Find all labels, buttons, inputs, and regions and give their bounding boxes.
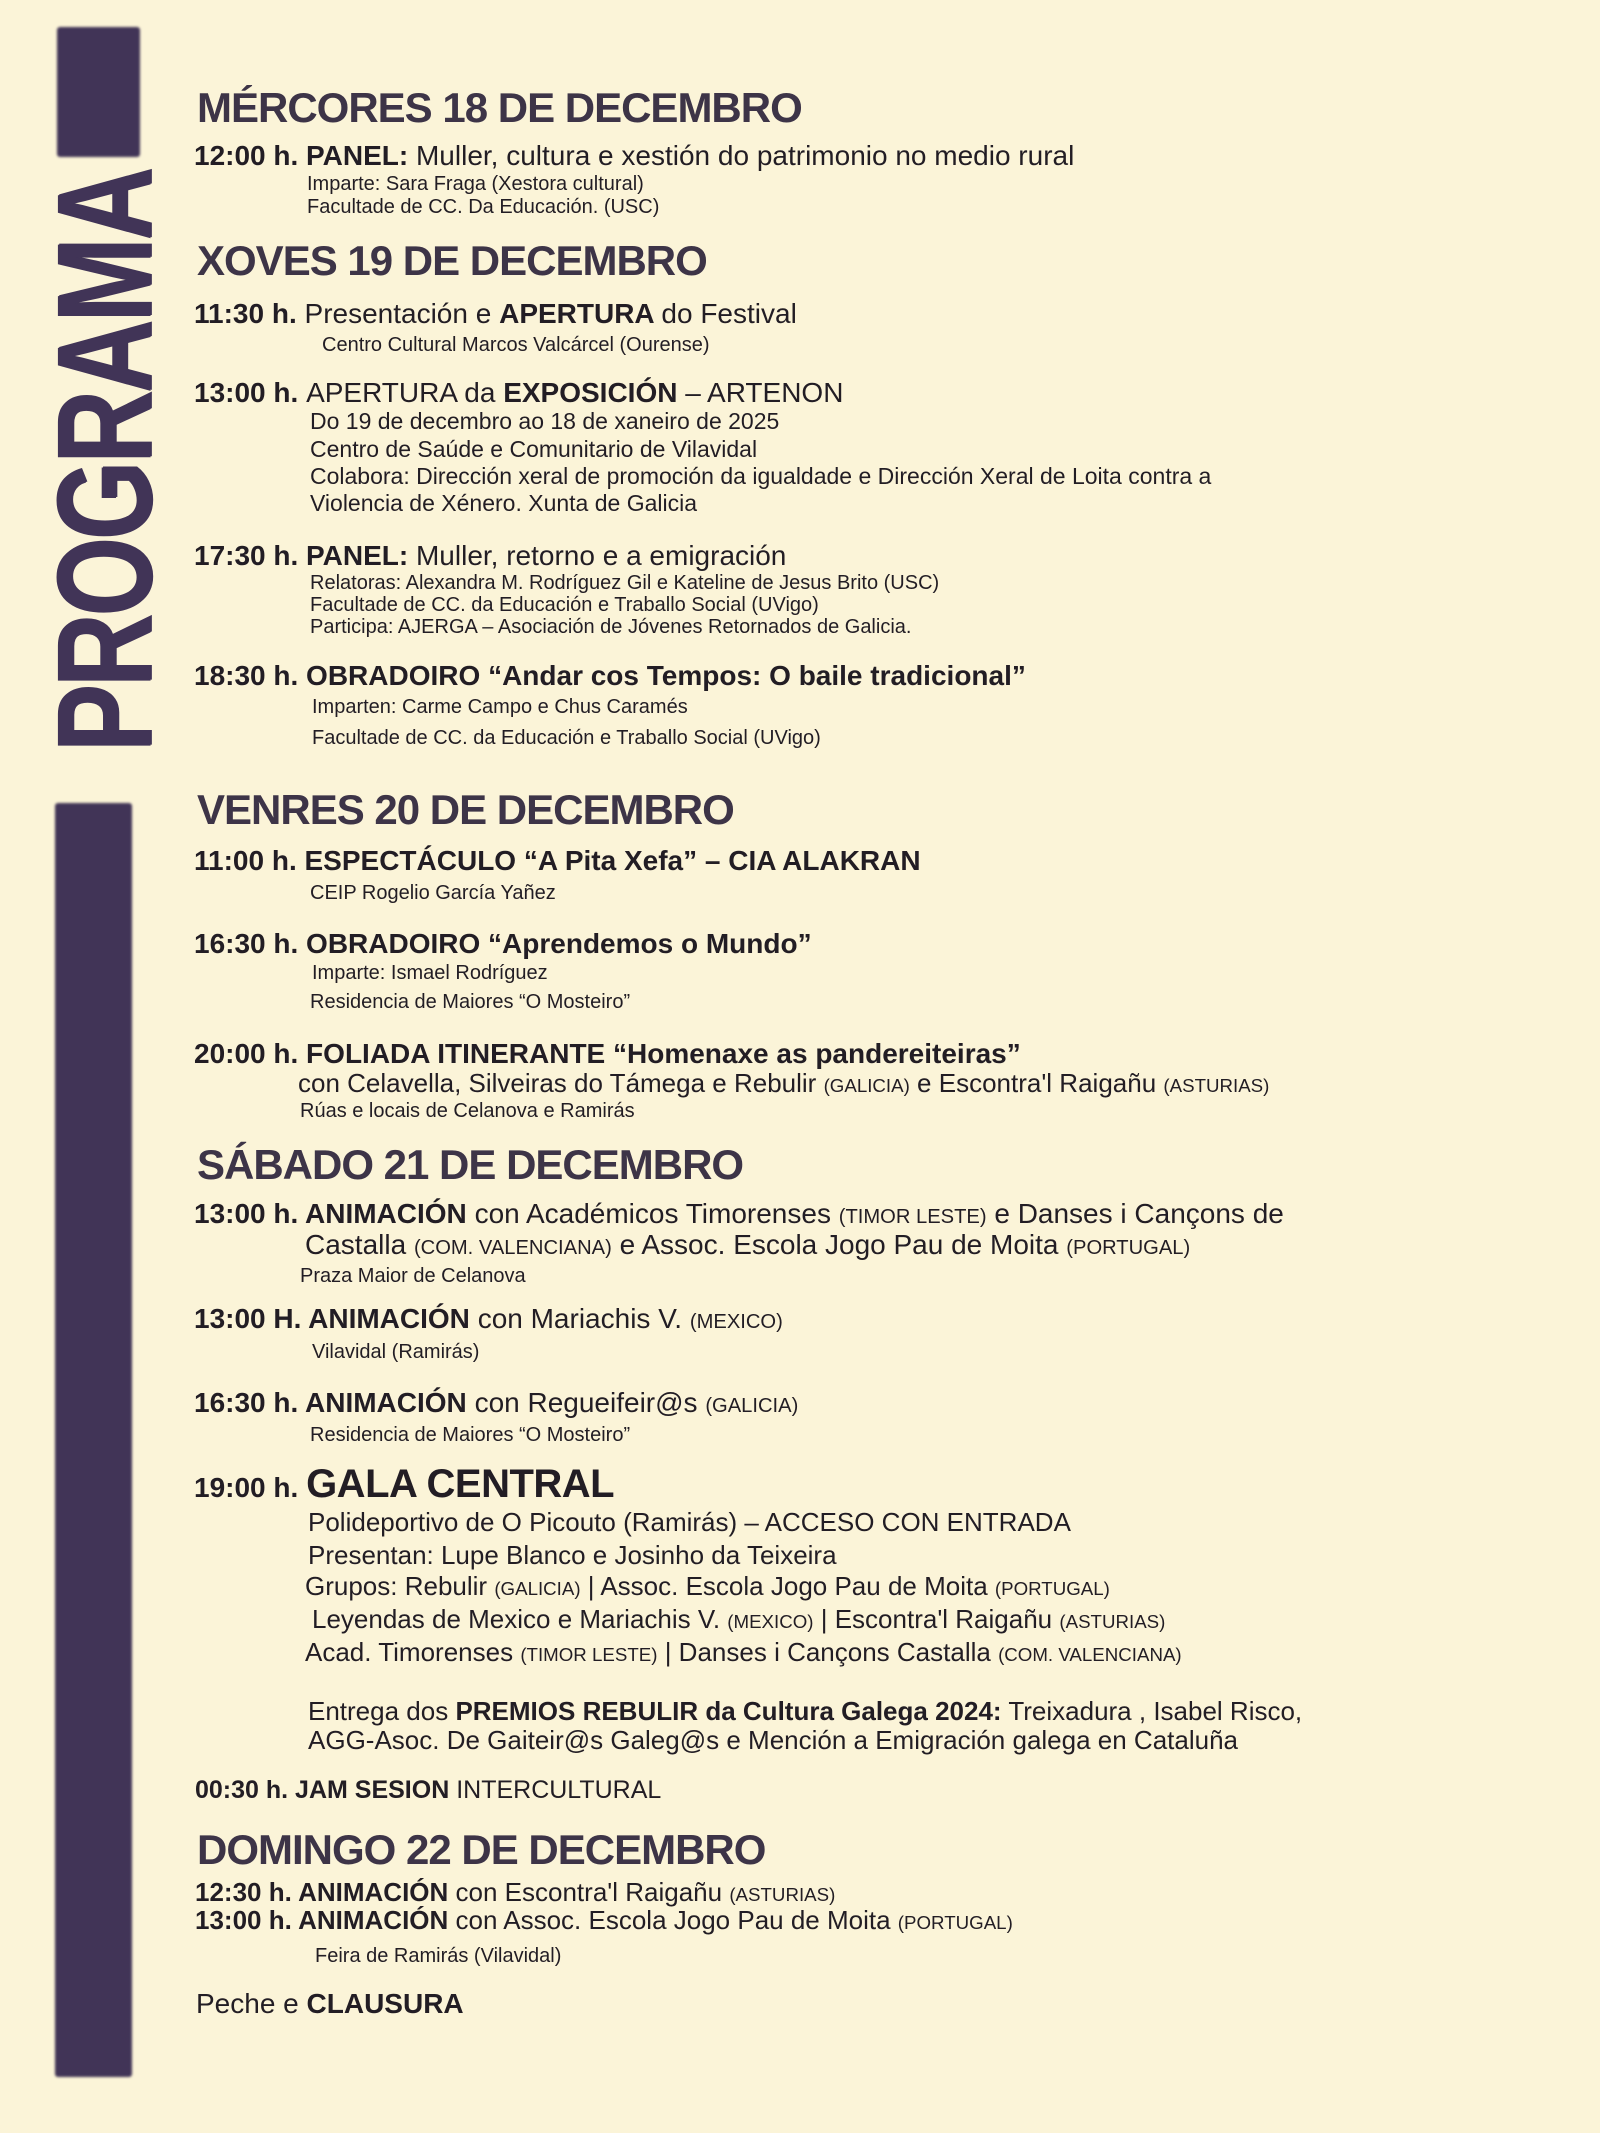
vertical-page-title: PROGRAMA bbox=[29, 170, 180, 753]
text-segment: | Assoc. Escola Jogo Pau de Moita bbox=[580, 1571, 995, 1601]
text-segment: EXPOSICIÓN bbox=[503, 377, 686, 408]
event-info bbox=[312, 1605, 1165, 1634]
text-segment: (MEXICO) bbox=[727, 1611, 814, 1632]
text-segment: (PORTUGAL) bbox=[994, 1578, 1110, 1599]
text-segment: 17:30 h. PANEL: bbox=[194, 540, 416, 571]
awards-line: AGG-Asoc. De Gaiteir@s Galeg@s e Mención a Emigración galega en Cataluña bbox=[308, 1725, 1239, 1755]
section-header-domingo: DOMINGO 22 DE DECEMBRO bbox=[197, 1826, 766, 1873]
event-detail: Vilavidal (Ramirás) bbox=[312, 1341, 480, 1363]
event-line-gala bbox=[194, 1462, 614, 1507]
section-header-venres: VENRES 20 DE DECEMBRO bbox=[197, 786, 734, 833]
text-segment: 12:30 h. ANIMACIÓN bbox=[195, 1877, 456, 1907]
text-segment: CLAUSURA bbox=[306, 1988, 464, 2019]
text-segment: (ASTURIAS) bbox=[1163, 1075, 1270, 1096]
event-detail: Imparten: Carme Campo e Chus Caramés bbox=[312, 696, 688, 718]
text-segment: 18:30 h. OBRADOIRO bbox=[194, 660, 489, 691]
text-segment: 13:00 h. ANIMACIÓN bbox=[195, 1905, 456, 1935]
text-segment: Muller, cultura e xestión do patrimonio no medio rural bbox=[415, 140, 1075, 171]
text-segment: 11:30 h. bbox=[194, 298, 305, 329]
event-line bbox=[194, 140, 1074, 171]
text-segment: – ARTENON bbox=[685, 377, 844, 408]
text-segment: con Assoc. Escola Jogo Pau de Moita bbox=[455, 1905, 898, 1935]
event-detail: Imparte: Ismael Rodríguez bbox=[312, 962, 548, 984]
event-detail: Residencia de Maiores “O Mosteiro” bbox=[310, 991, 631, 1013]
event-detail: Residencia de Maiores “O Mosteiro” bbox=[310, 1424, 631, 1446]
event-line bbox=[194, 1198, 1284, 1229]
text-segment: 00:30 h. JAM SESION bbox=[195, 1776, 457, 1804]
text-segment: 11:00 h. ESPECTÁCULO “A Pita Xefa” – CIA ALAKRAN bbox=[194, 845, 921, 876]
text-segment: Muller, retorno e a emigración bbox=[415, 540, 787, 571]
text-segment: PREMIOS REBULIR da Cultura Galega 2024: bbox=[455, 1696, 1002, 1726]
text-segment: 20:00 h. FOLIADA ITINERANTE “Homenaxe as pandereiteiras” bbox=[194, 1038, 1021, 1069]
event-line bbox=[194, 298, 797, 329]
event-line bbox=[194, 540, 786, 571]
event-info bbox=[305, 1638, 1182, 1667]
text-segment: con Regueifeir@s bbox=[474, 1387, 706, 1418]
event-info: Do 19 de decembro ao 18 de xaneiro de 2025 bbox=[310, 408, 780, 434]
event-info: Violencia de Xénero. Xunta de Galicia bbox=[310, 490, 698, 516]
event-line bbox=[195, 1878, 835, 1907]
text-segment: 19:00 h. bbox=[194, 1472, 307, 1503]
text-segment: (MEXICO) bbox=[689, 1311, 783, 1333]
text-segment: (TIMOR LESTE) bbox=[838, 1206, 987, 1228]
text-segment: 16:30 h. ANIMACIÓN bbox=[194, 1387, 475, 1418]
awards-line bbox=[308, 1697, 1302, 1726]
event-detail: Facultade de CC. Da Educación. (USC) bbox=[307, 196, 660, 218]
text-segment: (GALICIA) bbox=[823, 1075, 910, 1096]
text-segment: Entrega dos bbox=[308, 1696, 456, 1726]
text-segment: Treixadura , Isabel Risco, bbox=[1001, 1696, 1303, 1726]
event-detail: Centro Cultural Marcos Valcárcel (Ourense) bbox=[322, 334, 710, 356]
text-segment: GALA CENTRAL bbox=[306, 1462, 615, 1506]
text-segment: INTERCULTURAL bbox=[456, 1776, 662, 1804]
event-detail: Facultade de CC. da Educación e Traballo Social (UVigo) bbox=[310, 594, 819, 616]
text-segment: (ASTURIAS) bbox=[729, 1884, 836, 1905]
event-info: Colabora: Dirección xeral de promoción da igualdade e Dirección Xeral de Loita contra a bbox=[310, 463, 1212, 489]
event-line bbox=[194, 928, 812, 959]
accent-bar-left bbox=[55, 803, 132, 2077]
event-detail: Praza Maior de Celanova bbox=[300, 1265, 526, 1287]
event-line-cont bbox=[305, 1229, 1190, 1260]
text-segment: (ASTURIAS) bbox=[1059, 1611, 1166, 1632]
text-segment: Castalla bbox=[305, 1229, 414, 1260]
event-detail: Rúas e locais de Celanova e Ramirás bbox=[300, 1100, 635, 1122]
text-segment: Leyendas de Mexico e Mariachis V. bbox=[312, 1604, 728, 1634]
event-info: Centro de Saúde e Comunitario de Vilavidal bbox=[310, 436, 758, 462]
section-header-sabado: SÁBADO 21 DE DECEMBRO bbox=[197, 1141, 744, 1188]
text-segment: 13:00 H. ANIMACIÓN bbox=[194, 1303, 478, 1334]
text-segment: con Celavella, Silveiras do Támega e Rebulir bbox=[298, 1068, 824, 1098]
event-info bbox=[298, 1069, 1269, 1098]
section-header-xoves: XOVES 19 DE DECEMBRO bbox=[197, 237, 707, 284]
text-segment: con Escontra'l Raigañu bbox=[455, 1877, 730, 1907]
text-segment: 13:00 h. ANIMACIÓN bbox=[194, 1198, 475, 1229]
text-segment: (TIMOR LESTE) bbox=[520, 1644, 658, 1665]
text-segment: e Escontra'l Raigañu bbox=[909, 1068, 1164, 1098]
event-detail: Relatoras: Alexandra M. Rodríguez Gil e Kateline de Jesus Brito (USC) bbox=[310, 572, 940, 594]
event-info bbox=[305, 1572, 1110, 1601]
event-line bbox=[194, 845, 921, 876]
text-segment: APERTURA da bbox=[306, 377, 504, 408]
event-line bbox=[195, 1776, 661, 1804]
event-detail: Facultade de CC. da Educación e Traballo Social (UVigo) bbox=[312, 727, 821, 749]
text-segment: “Andar cos Tempos: O baile tradicional” bbox=[488, 660, 1026, 691]
text-segment: e Danses i Cançons de bbox=[986, 1198, 1284, 1229]
text-segment: | Escontra'l Raigañu bbox=[813, 1604, 1060, 1634]
event-detail: CEIP Rogelio García Yañez bbox=[310, 882, 556, 904]
text-segment: Grupos: Rebulir bbox=[305, 1571, 495, 1601]
section-header-mercores: MÉRCORES 18 DE DECEMBRO bbox=[197, 84, 802, 131]
event-line bbox=[195, 1906, 1013, 1935]
event-line bbox=[194, 1038, 1021, 1069]
event-line bbox=[194, 660, 1026, 691]
text-segment: Acad. Timorenses bbox=[305, 1637, 521, 1667]
event-detail: Participa: AJERGA – Asociación de Jóvenes Retornados de Galicia. bbox=[310, 616, 912, 638]
event-info: Presentan: Lupe Blanco e Josinho da Teixeira bbox=[308, 1540, 837, 1570]
text-segment: Presentación e bbox=[304, 298, 500, 329]
text-segment: | Danses i Cançons Castalla bbox=[657, 1637, 999, 1667]
text-segment: (PORTUGAL) bbox=[1066, 1237, 1191, 1259]
event-detail: Imparte: Sara Fraga (Xestora cultural) bbox=[307, 173, 644, 195]
text-segment: (COM. VALENCIANA) bbox=[998, 1644, 1182, 1665]
event-line bbox=[194, 1303, 783, 1334]
accent-bar-top bbox=[57, 27, 140, 157]
event-info: Polideportivo de O Picouto (Ramirás) – ACCESO CON ENTRADA bbox=[308, 1507, 1071, 1537]
text-segment: do Festival bbox=[661, 298, 797, 329]
text-segment: con Académicos Timorenses bbox=[474, 1198, 839, 1229]
text-segment: APERTURA bbox=[499, 298, 662, 329]
text-segment: e Assoc. Escola Jogo Pau de Moita bbox=[611, 1229, 1067, 1260]
event-line bbox=[194, 377, 843, 408]
closing-line bbox=[196, 1988, 464, 2019]
text-segment: con Mariachis V. bbox=[477, 1303, 690, 1334]
text-segment: (COM. VALENCIANA) bbox=[413, 1237, 612, 1259]
text-segment: (GALICIA) bbox=[705, 1395, 799, 1417]
text-segment: (PORTUGAL) bbox=[897, 1912, 1013, 1933]
text-segment: 16:30 h. OBRADOIRO “Aprendemos o Mundo” bbox=[194, 928, 812, 959]
text-segment: 12:00 h. PANEL: bbox=[194, 140, 416, 171]
text-segment: (GALICIA) bbox=[494, 1578, 581, 1599]
text-segment: 13:00 h. bbox=[194, 377, 307, 408]
event-line bbox=[194, 1387, 798, 1418]
event-detail: Feira de Ramirás (Vilavidal) bbox=[315, 1945, 562, 1967]
text-segment: Peche e bbox=[196, 1988, 307, 2019]
